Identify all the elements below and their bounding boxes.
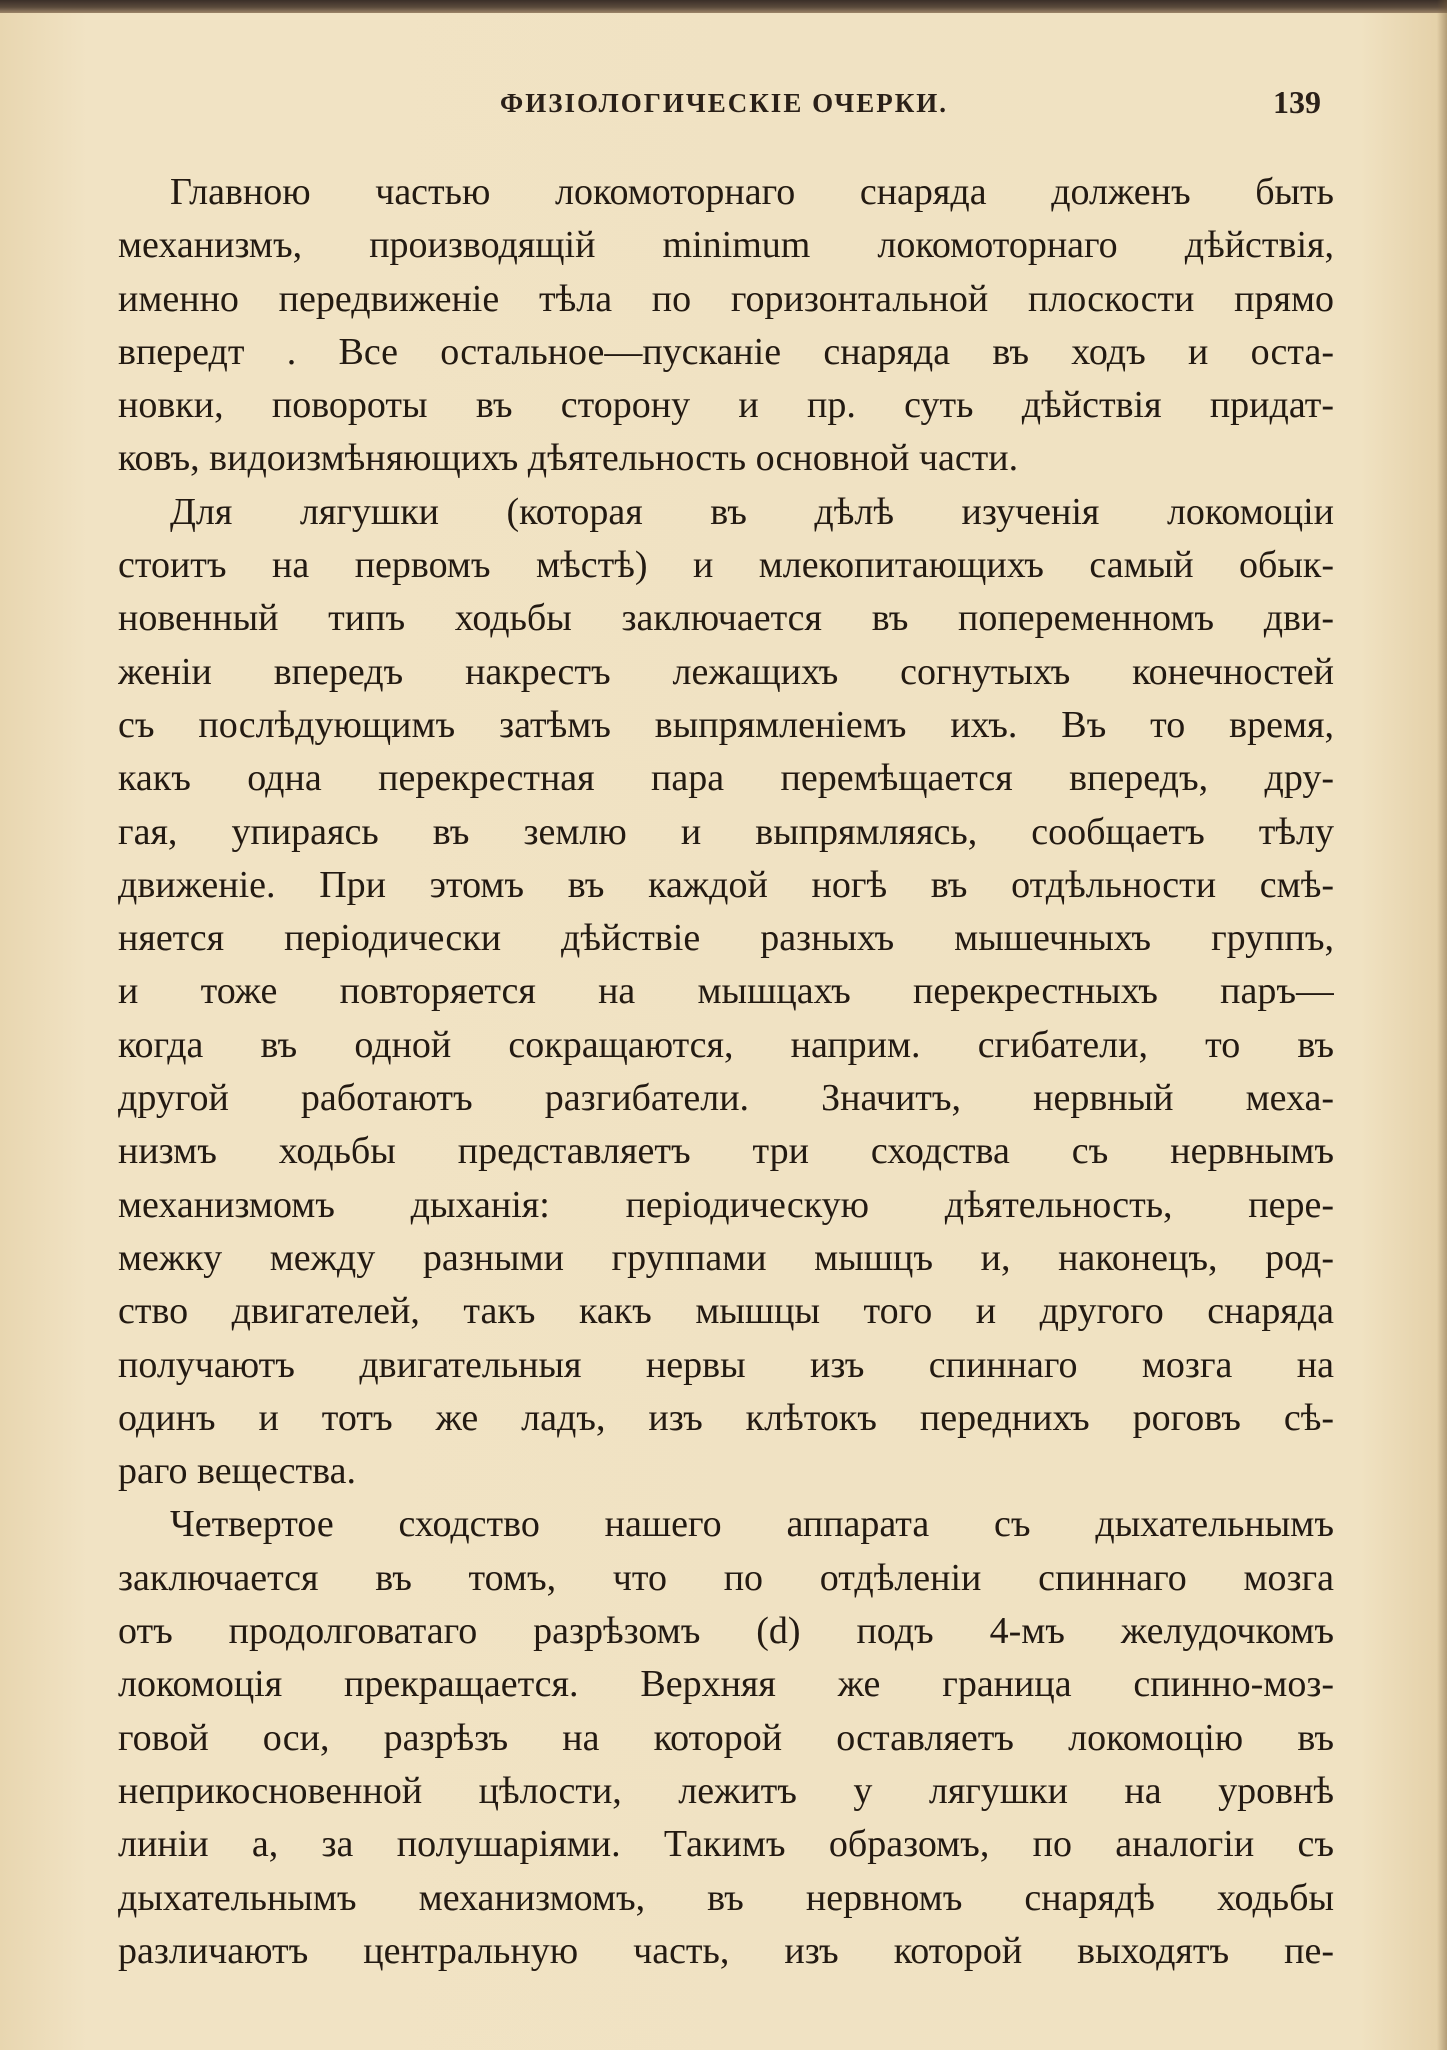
body-text bbox=[118, 166, 1334, 1978]
text-line: одинъ и тотъ же ладъ, изъ клѣтокъ переднихъ роговъ сѣ- bbox=[118, 1396, 1334, 1439]
text-line: механизмомъ дыханія: періодическую дѣятельность, пере- bbox=[118, 1183, 1334, 1226]
text-line: впередт . Все остальное—пусканіе снаряда въ ходъ и оста- bbox=[118, 330, 1334, 373]
text-line: женіи впередъ накрестъ лежащихъ согнутыхъ конечностей bbox=[118, 650, 1334, 693]
text-line: съ послѣдующимъ затѣмъ выпрямленіемъ ихъ. Въ то время, bbox=[118, 703, 1334, 746]
text-line: движеніе. При этомъ въ каждой ногѣ въ отдѣльности смѣ- bbox=[118, 863, 1334, 906]
text-line: Главною частью локомоторнаго снаряда долженъ быть bbox=[170, 171, 1334, 213]
text-line: какъ одна перекрестная пара перемѣщается впередъ, дру- bbox=[118, 757, 1334, 800]
text-line: заключается въ томъ, что по отдѣленіи спиннаго мозга bbox=[118, 1556, 1334, 1599]
text-line: различаютъ центральную часть, изъ которой выходятъ пе- bbox=[118, 1929, 1334, 1972]
text-line: другой работаютъ разгибатели. Значитъ, нервный меха- bbox=[118, 1077, 1334, 1120]
running-title: ФИЗІОЛОГИЧЕСКІЕ ОЧЕРКИ. bbox=[500, 88, 949, 118]
text-line: локомоція прекращается. Верхняя же граница спинно-моз- bbox=[118, 1663, 1334, 1706]
text-line: межку между разными группами мышцъ и, наконецъ, род- bbox=[118, 1236, 1334, 1279]
text-line: Для лягушки (которая въ дѣлѣ изученія локомоціи bbox=[170, 490, 1334, 533]
text-line: и тоже повторяется на мышцахъ перекрестныхъ паръ— bbox=[118, 970, 1334, 1013]
text-line: ковъ, видоизмѣняющихъ дѣятельность основной части. bbox=[118, 437, 1019, 480]
text-line: низмъ ходьбы представляетъ три сходства съ нервнымъ bbox=[118, 1130, 1334, 1173]
text-line: говой оси, разрѣзъ на которой оставляетъ локомоцію въ bbox=[118, 1716, 1334, 1759]
text-line: новенный типъ ходьбы заключается въ попеременномъ дви- bbox=[118, 597, 1334, 640]
book-top-edge bbox=[0, 0, 1447, 13]
text-line: неприкосновенной цѣлости, лежитъ у лягушки на уровнѣ bbox=[118, 1769, 1334, 1812]
text-line: Четвертое сходство нашего аппарата съ дыхательнымъ bbox=[170, 1503, 1334, 1546]
text-line: няется періодически дѣйствіе разныхъ мышечныхъ группъ, bbox=[118, 917, 1334, 960]
page-number: 139 bbox=[1273, 84, 1321, 120]
text-line: именно передвиженіе тѣла по горизонтальной плоскости прямо bbox=[118, 277, 1334, 320]
text-line: механизмъ, производящій minimum локомоторнаго дѣйствія, bbox=[118, 224, 1334, 267]
text-line: стоитъ на первомъ мѣстѣ) и млекопитающихъ самый обык- bbox=[118, 544, 1334, 587]
text-line: отъ продолговатаго разрѣзомъ (d) подъ 4-мъ желудочкомъ bbox=[118, 1610, 1334, 1653]
text-line: получаютъ двигательныя нервы изъ спиннаго мозга на bbox=[118, 1343, 1334, 1386]
text-line: гая, упираясь въ землю и выпрямляясь, сообщаетъ тѣлу bbox=[118, 810, 1334, 853]
text-line: раго вещества. bbox=[118, 1450, 356, 1493]
text-line: ство двигателей, такъ какъ мышцы того и другого снаряда bbox=[118, 1290, 1334, 1333]
text-line: дыхательнымъ механизмомъ, въ нервномъ снарядѣ ходьбы bbox=[118, 1876, 1334, 1919]
text-line: новки, повороты въ сторону и пр. суть дѣйствія придат- bbox=[118, 384, 1334, 427]
text-line: линіи а, за полушаріями. Такимъ образомъ, по аналогіи съ bbox=[118, 1823, 1334, 1866]
page-right-edge-shadow bbox=[1437, 0, 1447, 2050]
text-line: когда въ одной сокращаются, наприм. сгибатели, то въ bbox=[118, 1023, 1334, 1066]
